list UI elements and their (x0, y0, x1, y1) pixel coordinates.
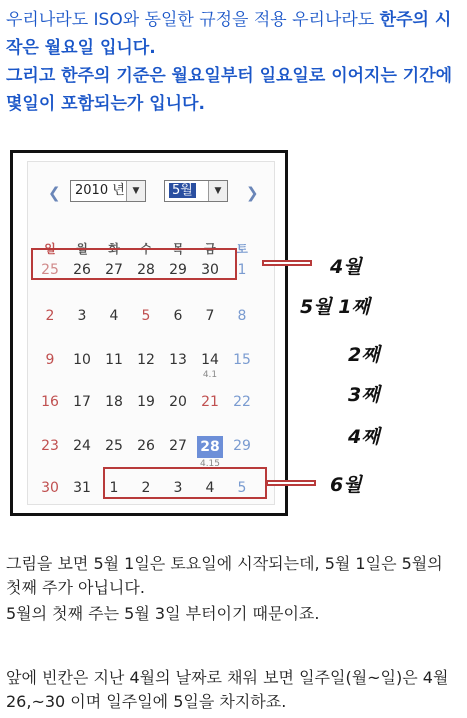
calendar-figure (10, 150, 288, 516)
calendar-day[interactable]: 25 (41, 262, 59, 278)
calendar-day[interactable]: 19 (137, 394, 155, 410)
weekday-thu: 목 (172, 242, 184, 256)
calendar-day[interactable]: 10 (73, 352, 91, 368)
calendar-day[interactable]: 26 (137, 438, 155, 454)
chevron-down-icon[interactable]: ▼ (208, 181, 227, 201)
calendar-day[interactable]: 24 (73, 438, 91, 454)
label-week4: 4째 (348, 426, 380, 448)
explanation-paragraph-1: 그림을 보면 5월 1일은 토요일에 시작되는데, 5월 1일은 5월의 첫째 주가 아닙니다. (6, 554, 443, 597)
chevron-down-icon[interactable]: ▼ (126, 181, 145, 201)
weekday-mon: 월 (76, 242, 88, 256)
label-may-week1: 5월 1째 (300, 296, 370, 318)
explanation-paragraph-3: 앞에 빈칸은 지난 4월의 날짜로 채워 보면 일주일(월~일)은 4월 26,~30 이며 일주일에 5일을 차지하죠. (6, 668, 449, 711)
calendar-day[interactable]: 1 (237, 262, 247, 278)
year-value: 2010 년 (75, 183, 125, 198)
calendar-day[interactable]: 29 (233, 438, 251, 454)
calendar-day[interactable]: 5 (141, 308, 151, 324)
calendar-day[interactable]: 13 (169, 352, 187, 368)
calendar-day[interactable]: 30 (41, 480, 59, 496)
calendar-day[interactable]: 30 (201, 262, 219, 278)
calendar-day[interactable]: 2 (141, 480, 151, 496)
calendar-day[interactable]: 15 (233, 352, 251, 368)
calendar-day[interactable]: 4 (109, 308, 119, 324)
label-june: 6월 (330, 474, 362, 496)
calendar-day[interactable]: 29 (169, 262, 187, 278)
calendar-day[interactable]: 14 (201, 352, 219, 368)
calendar-day[interactable]: 25 (105, 438, 123, 454)
calendar-day[interactable]: 17 (73, 394, 91, 410)
calendar-day[interactable]: 31 (73, 480, 91, 496)
label-week2: 2째 (348, 344, 380, 366)
calendar-day[interactable]: 11 (105, 352, 123, 368)
calendar-day[interactable]: 22 (233, 394, 251, 410)
june-week-highlight (103, 467, 267, 499)
weekday-tue: 화 (108, 242, 120, 256)
calendar-widget (27, 161, 275, 505)
calendar-day[interactable]: 7 (205, 308, 215, 324)
calendar-day[interactable]: 27 (105, 262, 123, 278)
month-value: 5월 (169, 183, 196, 198)
month-select[interactable] (164, 180, 228, 202)
pointer-april (262, 260, 312, 266)
year-select[interactable] (70, 180, 146, 202)
label-week3: 3째 (348, 384, 380, 406)
weekday-sun: 일 (44, 242, 56, 256)
calendar-day[interactable]: 18 (105, 394, 123, 410)
calendar-day[interactable]: 3 (77, 308, 87, 324)
chevron-right-icon[interactable]: ❯ (246, 184, 259, 202)
day-note: 4.15 (199, 459, 221, 469)
chevron-left-icon[interactable]: ❮ (48, 184, 61, 202)
explanation-paragraph-2: 5월의 첫째 주는 5월 3일 부터이기 때문이죠. (6, 604, 320, 623)
calendar-day[interactable]: 2 (45, 308, 55, 324)
calendar-day[interactable]: 20 (169, 394, 187, 410)
intro-line-1: 우리나라도 ISO와 동일한 규정을 적용 우리나라도 (6, 10, 380, 30)
weekday-wed: 수 (140, 242, 152, 256)
april-week-highlight (31, 248, 237, 280)
calendar-day[interactable]: 6 (173, 308, 183, 324)
calendar-day[interactable]: 27 (169, 438, 187, 454)
pointer-june (266, 480, 316, 486)
calendar-day[interactable]: 12 (137, 352, 155, 368)
day-note: 4.1 (202, 370, 218, 380)
calendar-day[interactable]: 21 (201, 394, 219, 410)
intro-week-criterion: 그리고 한주의 기준은 월요일부터 일요일로 이어지는 기간에 몇일이 포함되는가 입니다. (6, 66, 453, 114)
weekday-sat: 토 (236, 242, 248, 256)
calendar-day[interactable]: 1 (109, 480, 119, 496)
intro-text (6, 6, 458, 118)
calendar-day[interactable]: 3 (173, 480, 183, 496)
intro-week-start: 한주의 시작은 월요일 입니다. (6, 10, 452, 58)
calendar-day[interactable]: 16 (41, 394, 59, 410)
calendar-day[interactable]: 26 (73, 262, 91, 278)
calendar-day[interactable]: 23 (41, 438, 59, 454)
calendar-day-today[interactable]: 28 (197, 436, 223, 458)
calendar-day[interactable]: 9 (45, 352, 55, 368)
calendar-day[interactable]: 8 (237, 308, 247, 324)
weekday-fri: 금 (204, 242, 216, 256)
label-april: 4월 (330, 256, 362, 278)
calendar-day[interactable]: 28 (137, 262, 155, 278)
calendar-day[interactable]: 4 (205, 480, 215, 496)
calendar-day[interactable]: 5 (237, 480, 247, 496)
